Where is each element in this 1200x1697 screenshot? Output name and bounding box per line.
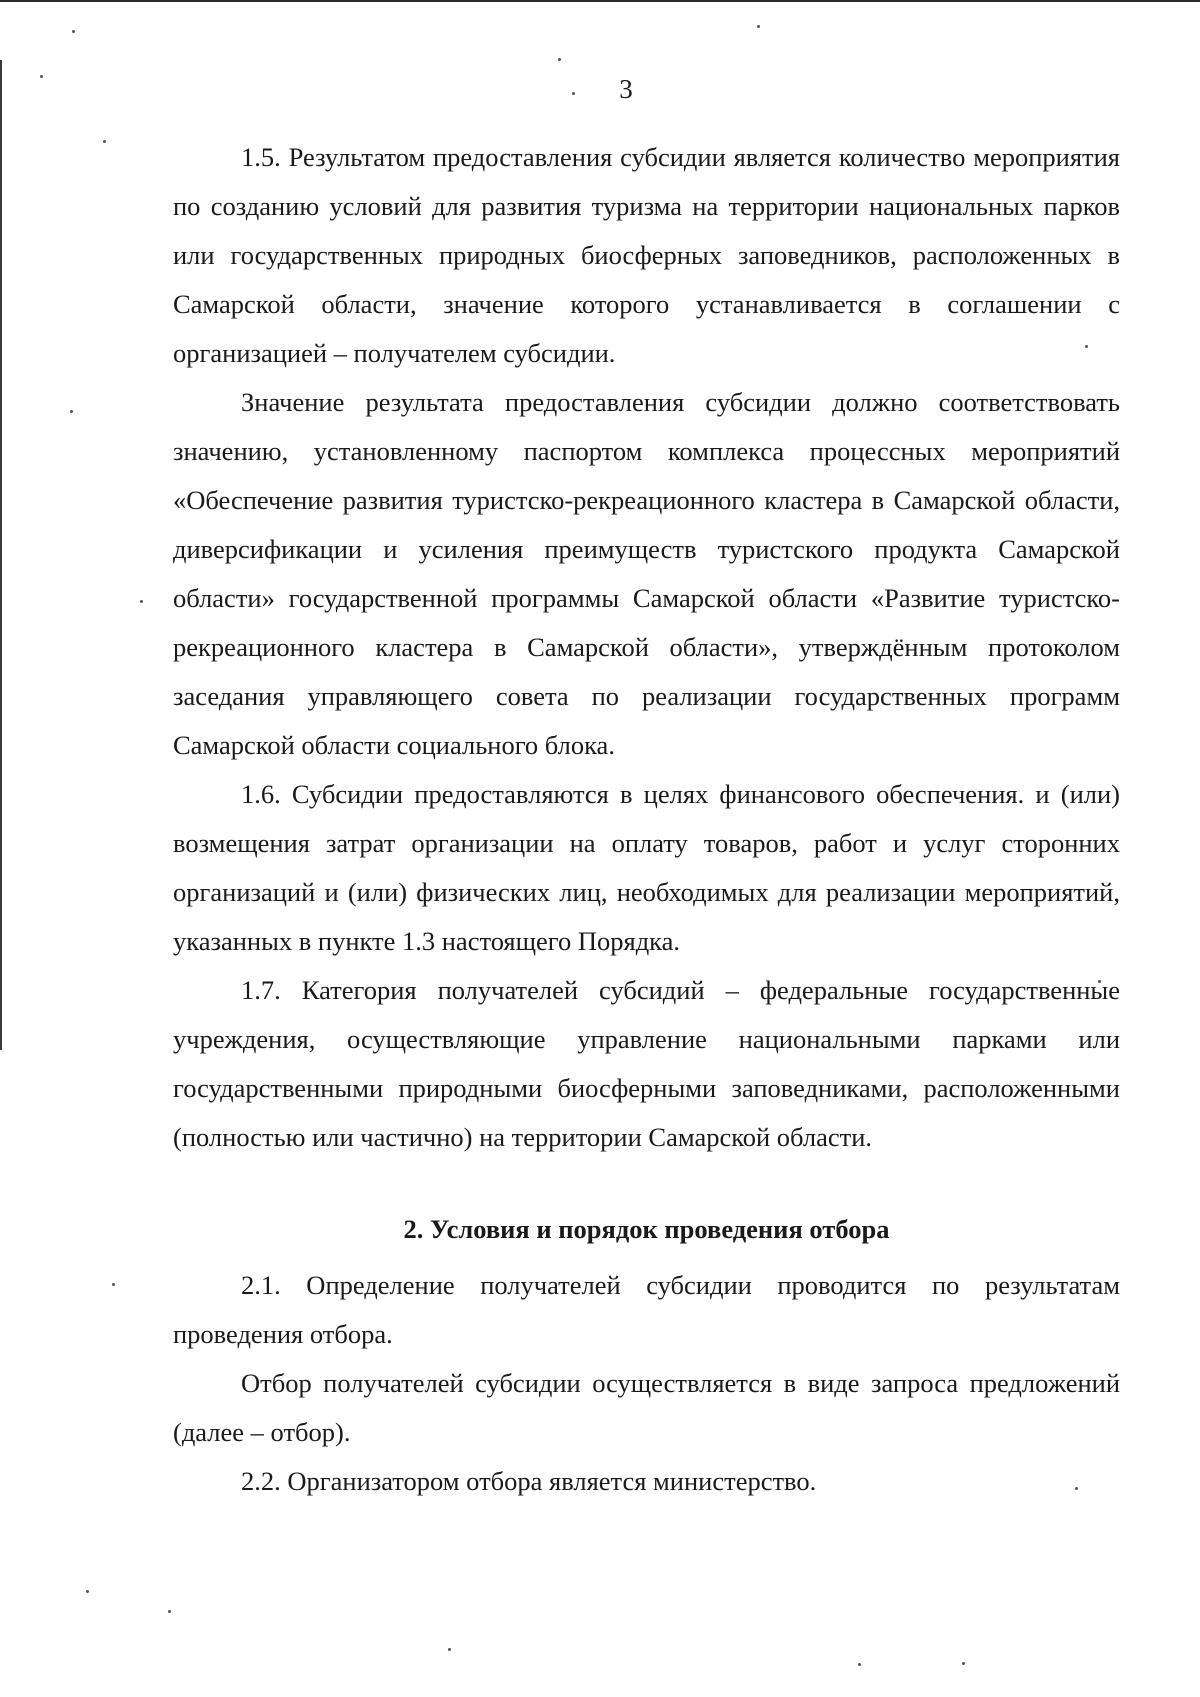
scan-speck bbox=[140, 600, 143, 603]
scan-speck bbox=[70, 410, 73, 413]
section-heading-2: 2. Условия и порядок проведения отбора bbox=[403, 1214, 890, 1244]
page-number: 3 bbox=[619, 74, 633, 104]
scan-speck bbox=[86, 1590, 89, 1593]
scan-speck bbox=[558, 58, 561, 61]
document-body bbox=[173, 133, 1120, 1506]
scan-speck bbox=[448, 1648, 451, 1651]
paragraph-2-1: 2.1. Определение получателей субсидии проводится по результатам проведения отбора. bbox=[173, 1270, 1120, 1349]
scan-speck bbox=[103, 140, 106, 143]
scan-speck bbox=[858, 1663, 861, 1666]
scan-speck bbox=[112, 1283, 115, 1286]
scan-speck bbox=[168, 1610, 171, 1613]
paragraph-1-7: 1.7. Категория получателей субсидий – федеральные государственные учреждения, осуществляющие управление национальными парками или государственными природными биосферными заповедниками, расположенными (полностью или частично) на территории Самарской области. bbox=[173, 975, 1120, 1152]
scan-left-edge bbox=[0, 60, 2, 1050]
scan-speck bbox=[757, 25, 760, 28]
paragraph-result-value: Значение результата предоставления субсидии должно соответствовать значению, установленному паспортом комплекса процессных мероприятий «Обеспечение развития туристско-рекреационного кластера в Самарской области, диверсификации и усиления преимуществ туристского продукта Самарской области» государственной программы Самарской области «Развитие туристско-рекреационного кластера в Самарской области», утверждённым протоколом заседания управляющего совета по реализации государственных программ Самарской области социального блока. bbox=[173, 387, 1120, 760]
paragraph-1-5: 1.5. Результатом предоставления субсидии является количество мероприятия по созданию условий для развития туризма на территории национальных парков или государственных природных биосферных заповедников, расположенных в Самарской области, значение которого устанавливается в соглашении с организацией – получателем субсидии. bbox=[173, 142, 1120, 368]
scan-speck bbox=[962, 1662, 965, 1665]
paragraph-1-6: 1.6. Субсидии предоставляются в целях финансового обеспечения. и (или) возмещения затрат организации на оплату товаров, работ и услуг сторонних организаций и (или) физических лиц, необходимых для реализации мероприятий, указанных в пункте 1.3 настоящего Порядка. bbox=[173, 779, 1120, 956]
paragraph-selection-form: Отбор получателей субсидии осуществляется в виде запроса предложений (далее – отбор). bbox=[173, 1368, 1120, 1447]
top-edge-line bbox=[0, 0, 1200, 2]
scan-speck bbox=[72, 30, 75, 33]
paragraph-2-2: 2.2. Организатором отбора является министерство. bbox=[241, 1466, 817, 1496]
